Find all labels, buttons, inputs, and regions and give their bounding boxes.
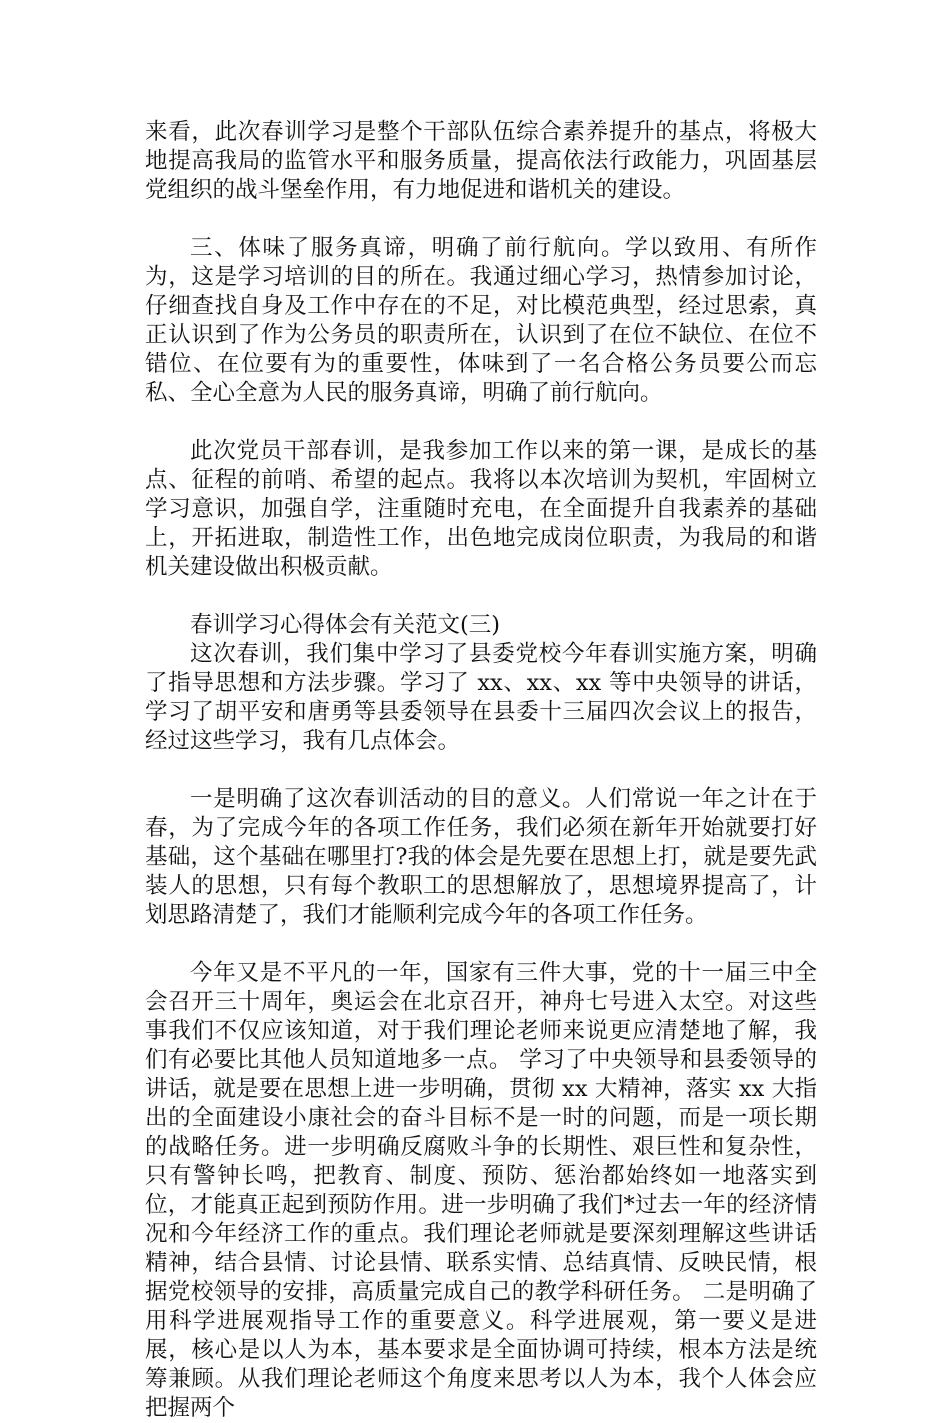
- paragraph-6: 一是明确了这次春训活动的目的意义。人们常说一年之计在于春，为了完成今年的各项工作任务，我们必须在新年开始就要打好基础，这个基础在哪里打?我的体会是先要在思想上打，就是要先武装人的思想，只有每个教职工的思想解放了，思想境界提高了，计划思路清楚了，我们才能顺利完成今年的各项工作任务。: [145, 786, 817, 928]
- paragraph-3: 此次党员干部春训，是我参加工作以来的第一课，是成长的基点、征程的前哨、希望的起点。我将以本次培训为契机，牢固树立学习意识，加强自学，注重随时充电，在全面提升自我素养的基础上，开拓进取，制造性工作，出色地完成岗位职责，为我局的和谐机关建设做出积极贡献。: [145, 438, 817, 580]
- paragraph-1: 来看，此次春训学习是整个干部队伍综合素养提升的基点，将极大地提高我局的监管水平和服务质量，提高依法行政能力，巩固基层党组织的战斗堡垒作用，有力地促进和谐机关的建设。: [145, 119, 817, 203]
- section-heading: 春训学习心得体会有关范文(三): [190, 612, 501, 638]
- paragraph-5: 这次春训，我们集中学习了县委党校今年春训实施方案，明确了指导思想和方法步骤。学习了 xx、xx、xx 等中央领导的讲话，学习了胡平安和唐勇等县委领导在县委十三届四次会议上的报告，经过这些学习，我有几点体会。: [145, 641, 817, 754]
- document-body: [145, 118, 817, 1423]
- paragraph-7: 今年又是不平凡的一年，国家有三件大事，党的十一届三中全会召开三十周年，奥运会在北京召开，神舟七号进入太空。对这些事我们不仅应该知道，对于我们理论老师来说更应清楚地了解，我们有必要比其他人员知道地多一点。 学习了中央领导和县委领导的讲话，就是要在思想上进一步明确，贯彻 xx 大精神，落实 xx 大指出的全面建设小康社会的奋斗目标不是一时的问题，而是一项长期的战略任务。进一步明确反腐败斗争的长期性、艰巨性和复杂性，只有警钟长鸣，把教育、制度、预防、惩治都始终如一地落实到位，才能真正起到预防作用。进一步明确了我们*过去一年的经济情况和今年经济工作的重点。我们理论老师就是要深刻理解这些讲话精神，结合县情、讨论县情、联系实情、总结真情、反映民情，根据党校领导的安排，高质量完成自己的教学科研任务。 二是明确了用科学进展观指导工作的重要意义。科学进展观，第一要义是进展，核心是以人为本，基本要求是全面协调可持续，根本方法是统筹兼顾。从我们理论老师这个角度来思考以人为本，我个人体会应把握两个: [145, 960, 817, 1421]
- paragraph-2: 三、体味了服务真谛，明确了前行航向。学以致用、有所作为，这是学习培训的目的所在。我通过细心学习，热情参加讨论，仔细查找自身及工作中存在的不足，对比模范典型，经过思索，真正认识到了作为公务员的职责所在，认识到了在位不缺位、在位不错位、在位要有为的重要性，体味到了一名合格公务员要公而忘私、全心全意为人民的服务真谛，明确了前行航向。: [145, 235, 817, 406]
